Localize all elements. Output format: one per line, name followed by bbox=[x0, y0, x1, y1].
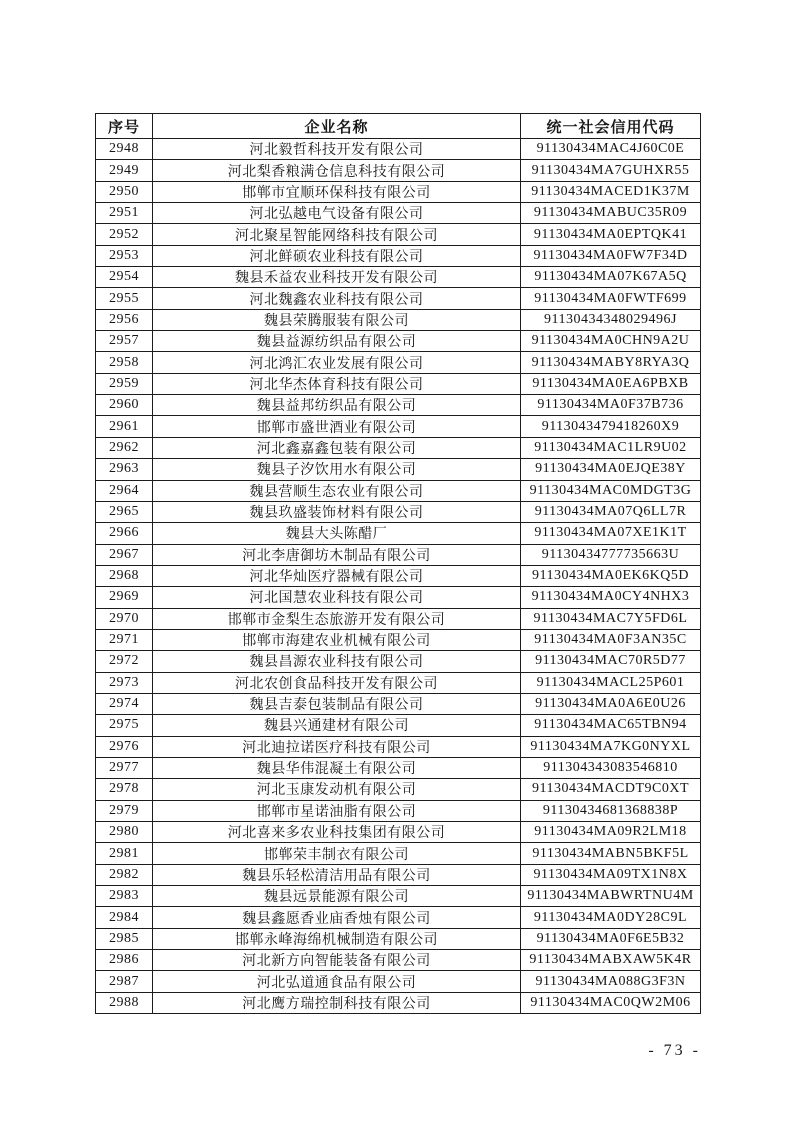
credit-code-cell: 91130434MA0DY28C9L bbox=[521, 907, 701, 928]
credit-code-cell: 91130434MACED1K37M bbox=[521, 181, 701, 202]
company-name-cell: 邯郸市金梨生态旅游开发有限公司 bbox=[153, 608, 521, 629]
table-row bbox=[96, 822, 701, 843]
serial-cell: 2980 bbox=[96, 822, 153, 843]
credit-code-cell: 91130434MA0F3AN35C bbox=[521, 629, 701, 650]
company-name-cell: 邯郸市星诺油脂有限公司 bbox=[153, 800, 521, 821]
table-row bbox=[96, 757, 701, 778]
credit-code-cell: 91130434MABN5BKF5L bbox=[521, 843, 701, 864]
credit-code-cell: 91130434MA0EPTQK41 bbox=[521, 224, 701, 245]
credit-code-cell: 91130434MA0FWTF699 bbox=[521, 288, 701, 309]
credit-code-cell: 91130434MA0EK6KQ5D bbox=[521, 565, 701, 586]
serial-cell: 2984 bbox=[96, 907, 153, 928]
serial-cell: 2985 bbox=[96, 928, 153, 949]
credit-code-cell: 91130434MA0EA6PBXB bbox=[521, 373, 701, 394]
table-row bbox=[96, 437, 701, 458]
table-row bbox=[96, 373, 701, 394]
credit-code-cell: 91130434MA0EJQE38Y bbox=[521, 459, 701, 480]
table-row bbox=[96, 181, 701, 202]
table-row bbox=[96, 864, 701, 885]
table-row bbox=[96, 331, 701, 352]
credit-code-cell: 91130434MA0A6E0U26 bbox=[521, 693, 701, 714]
serial-cell: 2964 bbox=[96, 480, 153, 501]
serial-cell: 2952 bbox=[96, 224, 153, 245]
table-row bbox=[96, 736, 701, 757]
serial-cell: 2977 bbox=[96, 757, 153, 778]
table-row bbox=[96, 352, 701, 373]
table-header bbox=[96, 114, 701, 139]
table-row bbox=[96, 245, 701, 266]
credit-code-cell: 91130434MABY8RYA3Q bbox=[521, 352, 701, 373]
credit-code-cell: 91130434MABXAW5K4R bbox=[521, 950, 701, 971]
credit-code-cell: 91130434MAC1LR9U02 bbox=[521, 437, 701, 458]
credit-code-cell: 91130434MA09TX1N8X bbox=[521, 864, 701, 885]
company-name-cell: 魏县营顺生态农业有限公司 bbox=[153, 480, 521, 501]
table-row bbox=[96, 800, 701, 821]
serial-cell: 2975 bbox=[96, 715, 153, 736]
table-row bbox=[96, 139, 701, 160]
table-row bbox=[96, 395, 701, 416]
company-name-cell: 魏县玖盛装饰材料有限公司 bbox=[153, 501, 521, 522]
credit-code-cell: 91130434777735663U bbox=[521, 544, 701, 565]
company-name-cell: 河北鹰方瑞控制科技有限公司 bbox=[153, 992, 521, 1013]
table-row bbox=[96, 672, 701, 693]
company-name-cell: 河北弘道通食品有限公司 bbox=[153, 971, 521, 992]
serial-cell: 2986 bbox=[96, 950, 153, 971]
column-header-company-name: 企业名称 bbox=[153, 114, 521, 139]
company-name-cell: 河北喜来多农业科技集团有限公司 bbox=[153, 822, 521, 843]
credit-code-cell: 911304343083546810 bbox=[521, 757, 701, 778]
credit-code-cell: 91130434MACDT9C0XT bbox=[521, 779, 701, 800]
company-name-cell: 邯郸永峰海绵机械制造有限公司 bbox=[153, 928, 521, 949]
table-row bbox=[96, 608, 701, 629]
credit-code-cell: 91130434MA088G3F3N bbox=[521, 971, 701, 992]
company-name-cell: 魏县益源纺织品有限公司 bbox=[153, 331, 521, 352]
column-header-serial: 序号 bbox=[96, 114, 153, 139]
serial-cell: 2949 bbox=[96, 160, 153, 181]
credit-code-cell: 91130434MA0FW7F34D bbox=[521, 245, 701, 266]
credit-code-cell: 91130434348029496J bbox=[521, 309, 701, 330]
credit-code-cell: 91130434MA0F6E5B32 bbox=[521, 928, 701, 949]
serial-cell: 2950 bbox=[96, 181, 153, 202]
serial-cell: 2948 bbox=[96, 139, 153, 160]
serial-cell: 2957 bbox=[96, 331, 153, 352]
credit-code-cell: 91130434MA07XE1K1T bbox=[521, 523, 701, 544]
table-row bbox=[96, 160, 701, 181]
table-row bbox=[96, 267, 701, 288]
table-row bbox=[96, 565, 701, 586]
credit-code-cell: 91130434MAC0QW2M06 bbox=[521, 992, 701, 1013]
company-name-cell: 河北聚星智能网络科技有限公司 bbox=[153, 224, 521, 245]
serial-cell: 2983 bbox=[96, 886, 153, 907]
company-name-cell: 邯郸市宜顺环保科技有限公司 bbox=[153, 181, 521, 202]
serial-cell: 2967 bbox=[96, 544, 153, 565]
serial-cell: 2978 bbox=[96, 779, 153, 800]
table-row bbox=[96, 715, 701, 736]
company-name-cell: 河北毅哲科技开发有限公司 bbox=[153, 139, 521, 160]
company-name-cell: 魏县荣腾服装有限公司 bbox=[153, 309, 521, 330]
table-row bbox=[96, 587, 701, 608]
serial-cell: 2971 bbox=[96, 629, 153, 650]
company-name-cell: 邯郸荣丰制衣有限公司 bbox=[153, 843, 521, 864]
table-row bbox=[96, 416, 701, 437]
credit-code-cell: 91130434MAC70R5D77 bbox=[521, 651, 701, 672]
table-row bbox=[96, 971, 701, 992]
company-name-cell: 河北华灿医疗器械有限公司 bbox=[153, 565, 521, 586]
company-name-cell: 邯郸市海建农业机械有限公司 bbox=[153, 629, 521, 650]
table-row bbox=[96, 651, 701, 672]
table-row bbox=[96, 480, 701, 501]
company-name-cell: 河北迪拉诺医疗科技有限公司 bbox=[153, 736, 521, 757]
table-row bbox=[96, 523, 701, 544]
serial-cell: 2969 bbox=[96, 587, 153, 608]
credit-code-cell: 91130434MA0CHN9A2U bbox=[521, 331, 701, 352]
company-name-cell: 河北新方向智能装备有限公司 bbox=[153, 950, 521, 971]
company-name-cell: 河北华杰体育科技有限公司 bbox=[153, 373, 521, 394]
table-row bbox=[96, 459, 701, 480]
company-name-cell: 魏县吉泰包装制品有限公司 bbox=[153, 693, 521, 714]
table-row bbox=[96, 629, 701, 650]
company-name-cell: 魏县华伟混凝土有限公司 bbox=[153, 757, 521, 778]
credit-code-cell: 91130434MA07Q6LL7R bbox=[521, 501, 701, 522]
credit-code-cell: 91130434MA07K67A5Q bbox=[521, 267, 701, 288]
credit-code-cell: 91130434MAC7Y5FD6L bbox=[521, 608, 701, 629]
company-name-cell: 魏县乐轻松清洁用品有限公司 bbox=[153, 864, 521, 885]
page-number: - 73 - bbox=[648, 1042, 701, 1059]
credit-code-cell: 91130434MAC0MDGT3G bbox=[521, 480, 701, 501]
credit-code-cell: 91130434MACL25P601 bbox=[521, 672, 701, 693]
company-name-cell: 魏县远景能源有限公司 bbox=[153, 886, 521, 907]
credit-code-cell: 91130434MA7GUHXR55 bbox=[521, 160, 701, 181]
company-name-cell: 魏县子汐饮用水有限公司 bbox=[153, 459, 521, 480]
serial-cell: 2970 bbox=[96, 608, 153, 629]
serial-cell: 2953 bbox=[96, 245, 153, 266]
table-row bbox=[96, 886, 701, 907]
company-name-cell: 魏县兴通建材有限公司 bbox=[153, 715, 521, 736]
company-table bbox=[95, 113, 701, 1014]
credit-code-cell: 9113043479418260X9 bbox=[521, 416, 701, 437]
serial-cell: 2956 bbox=[96, 309, 153, 330]
serial-cell: 2973 bbox=[96, 672, 153, 693]
serial-cell: 2962 bbox=[96, 437, 153, 458]
table-row bbox=[96, 501, 701, 522]
company-name-cell: 魏县昌源农业科技有限公司 bbox=[153, 651, 521, 672]
company-name-cell: 河北梨香粮满仓信息科技有限公司 bbox=[153, 160, 521, 181]
table-row bbox=[96, 544, 701, 565]
serial-cell: 2976 bbox=[96, 736, 153, 757]
company-name-cell: 河北农创食品科技开发有限公司 bbox=[153, 672, 521, 693]
serial-cell: 2981 bbox=[96, 843, 153, 864]
credit-code-cell: 91130434MA0F37B736 bbox=[521, 395, 701, 416]
company-name-cell: 魏县禾益农业科技开发有限公司 bbox=[153, 267, 521, 288]
table-row bbox=[96, 203, 701, 224]
company-name-cell: 河北魏鑫农业科技有限公司 bbox=[153, 288, 521, 309]
serial-cell: 2951 bbox=[96, 203, 153, 224]
credit-code-cell: 91130434681368838P bbox=[521, 800, 701, 821]
company-name-cell: 河北国慧农业科技有限公司 bbox=[153, 587, 521, 608]
serial-cell: 2987 bbox=[96, 971, 153, 992]
table-header-row bbox=[96, 114, 701, 139]
table-row bbox=[96, 907, 701, 928]
company-name-cell: 河北鑫嘉鑫包装有限公司 bbox=[153, 437, 521, 458]
serial-cell: 2959 bbox=[96, 373, 153, 394]
table-row bbox=[96, 992, 701, 1013]
company-name-cell: 河北李唐御坊木制品有限公司 bbox=[153, 544, 521, 565]
company-name-cell: 河北鲜硕农业科技有限公司 bbox=[153, 245, 521, 266]
column-header-credit-code: 统一社会信用代码 bbox=[521, 114, 701, 139]
serial-cell: 2974 bbox=[96, 693, 153, 714]
company-name-cell: 魏县鑫愿香业庙香烛有限公司 bbox=[153, 907, 521, 928]
table-row bbox=[96, 928, 701, 949]
credit-code-cell: 91130434MABUC35R09 bbox=[521, 203, 701, 224]
company-name-cell: 魏县大头陈醋厂 bbox=[153, 523, 521, 544]
table-body bbox=[96, 139, 701, 1014]
company-name-cell: 河北鸿汇农业发展有限公司 bbox=[153, 352, 521, 373]
company-name-cell: 魏县益邦纺织品有限公司 bbox=[153, 395, 521, 416]
serial-cell: 2979 bbox=[96, 800, 153, 821]
table-row bbox=[96, 224, 701, 245]
serial-cell: 2958 bbox=[96, 352, 153, 373]
serial-cell: 2988 bbox=[96, 992, 153, 1013]
table-row bbox=[96, 288, 701, 309]
credit-code-cell: 91130434MABWRTNU4M bbox=[521, 886, 701, 907]
company-name-cell: 河北弘越电气设备有限公司 bbox=[153, 203, 521, 224]
credit-code-cell: 91130434MA09R2LM18 bbox=[521, 822, 701, 843]
serial-cell: 2961 bbox=[96, 416, 153, 437]
serial-cell: 2954 bbox=[96, 267, 153, 288]
credit-code-cell: 91130434MA7KG0NYXL bbox=[521, 736, 701, 757]
serial-cell: 2960 bbox=[96, 395, 153, 416]
table-row bbox=[96, 950, 701, 971]
table-row bbox=[96, 779, 701, 800]
credit-code-cell: 91130434MAC65TBN94 bbox=[521, 715, 701, 736]
serial-cell: 2955 bbox=[96, 288, 153, 309]
credit-code-cell: 91130434MAC4J60C0E bbox=[521, 139, 701, 160]
company-name-cell: 河北玉康发动机有限公司 bbox=[153, 779, 521, 800]
table-row bbox=[96, 309, 701, 330]
company-name-cell: 邯郸市盛世酒业有限公司 bbox=[153, 416, 521, 437]
credit-code-cell: 91130434MA0CY4NHX3 bbox=[521, 587, 701, 608]
serial-cell: 2963 bbox=[96, 459, 153, 480]
table-row bbox=[96, 843, 701, 864]
serial-cell: 2982 bbox=[96, 864, 153, 885]
serial-cell: 2972 bbox=[96, 651, 153, 672]
serial-cell: 2965 bbox=[96, 501, 153, 522]
serial-cell: 2966 bbox=[96, 523, 153, 544]
serial-cell: 2968 bbox=[96, 565, 153, 586]
table-row bbox=[96, 693, 701, 714]
